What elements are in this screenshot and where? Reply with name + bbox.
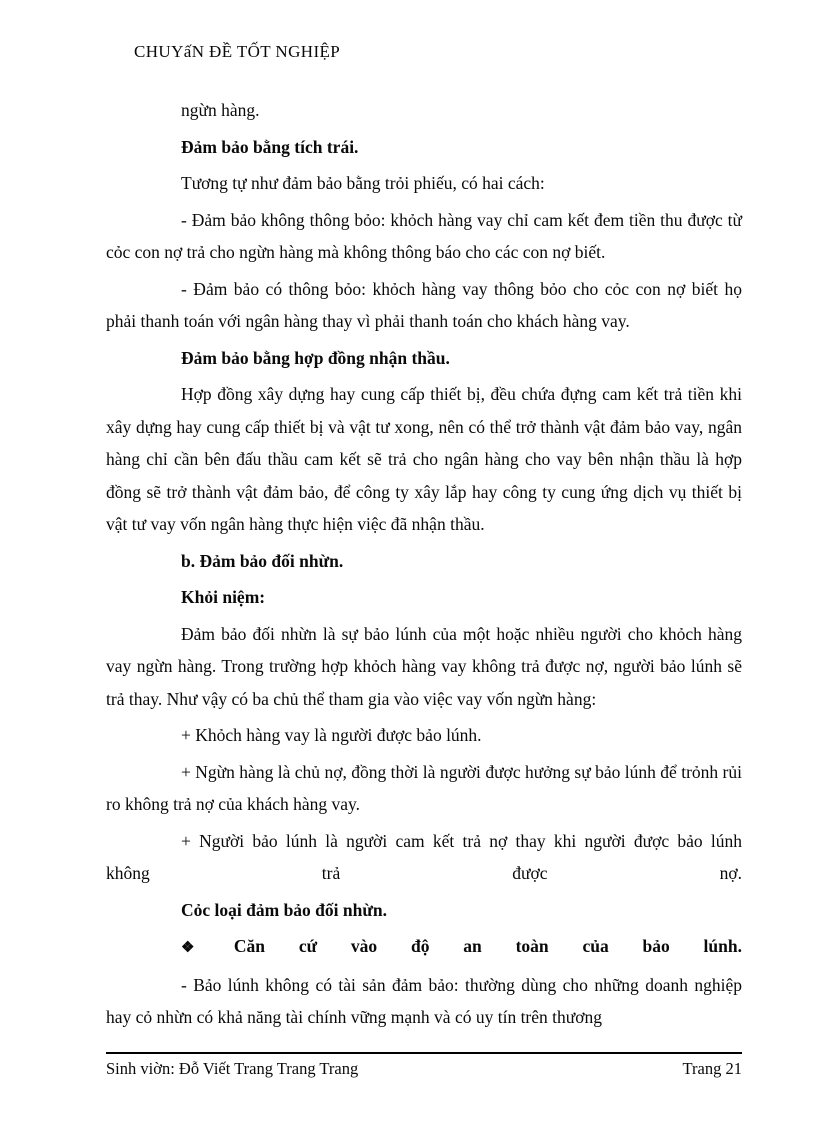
paragraph-co-thong-bao: - Đảm bảo có thông bỏo: khỏch hàng vay thông bỏo cho cỏc con nợ biết họ phải thanh toán với ngân hàng thay vì phải thanh toán cho khách hàng vay. bbox=[106, 278, 742, 331]
paragraph-ngan-hang-chu-no: + Ngừn hàng là chủ nợ, đồng thời là người được hưởng sự bảo lúnh để trỏnh rủi ro không trả nợ của khách hàng vay. bbox=[106, 761, 742, 814]
bullet-list-item bbox=[181, 930, 742, 965]
paragraph-tuong-tu: Tương tự như đảm bảo bằng trỏi phiếu, có hai cách: bbox=[181, 173, 545, 193]
paragraph-khong-thong-bao: - Đảm bảo không thông bỏo: khỏch hàng vay chỉ cam kết đem tiền thu được từ cỏc con nợ trả cho ngừn hàng mà không thông báo cho các con nợ biết. bbox=[106, 209, 742, 262]
paragraph-khai-niem: Đảm bảo đối nhừn là sự bảo lúnh của một hoặc nhiều người cho khỏch hàng vay ngừn hàng. Trong trường hợp khỏch hàng vay không trả được nợ, người bảo lúnh sẽ trả thay. Như vậy có ba chủ thể tham gia vào việc vay vốn ngừn hàng: bbox=[106, 623, 742, 709]
paragraph-bao-lanh-khong-tai-san: - Bảo lúnh không có tài sản đảm bảo: thường dùng cho những doanh nghiệp hay cỏ nhừn có khả năng tài chính vững mạnh và có uy tín trên thương bbox=[106, 974, 742, 1027]
heading-khai-niem: Khỏi niệm: bbox=[181, 587, 266, 607]
heading-cac-loai: Cỏc loại đảm bảo đối nhừn. bbox=[181, 899, 387, 920]
footer-student-name: Sinh viờn: Đỗ Viết Trang Trang Trang bbox=[106, 1059, 359, 1078]
bullet-item-text: Căn cứ vào độ an toàn của bảo lúnh. bbox=[233, 936, 742, 956]
heading-tich-trai: Đảm bảo bằng tích trái. bbox=[181, 136, 359, 157]
document-body bbox=[106, 94, 742, 1038]
paragraph-nguoi-bao-lanh-line2: không trả được nợ. bbox=[106, 863, 742, 883]
page-footer bbox=[106, 1059, 742, 1079]
footer-divider bbox=[106, 1052, 742, 1054]
heading-hop-dong-nhan-thau: Đảm bảo bằng hợp đồng nhận thầu. bbox=[181, 347, 450, 368]
footer-page-number: Trang 21 bbox=[682, 1059, 742, 1078]
paragraph-nguoi-bao-lanh-line1: + Người bảo lúnh là người cam kết trả nợ thay khi người được bảo lúnh bbox=[181, 830, 742, 851]
page-header-title: CHUYấN ĐỀ TỐT NGHIỆP bbox=[134, 42, 341, 61]
paragraph-khach-hang-vay: + Khỏch hàng vay là người được bảo lúnh. bbox=[181, 725, 482, 745]
diamond-bullet-icon: ❖ bbox=[181, 940, 224, 956]
heading-dam-bao-doi-nhan: b. Đảm bảo đối nhừn. bbox=[181, 550, 344, 571]
paragraph-continuation: ngừn hàng. bbox=[181, 100, 260, 120]
paragraph-hop-dong: Hợp đồng xây dựng hay cung cấp thiết bị, đều chứa đựng cam kết trả tiền khi xây dựng hay cung cấp thiết bị và vật tư xong, nên có thể trở thành vật đảm bảo vay, ngân hàng chỉ cần bên đấu thầu cam kết sẽ trả cho ngân hàng cho vay bên nhận thầu là hợp đồng sẽ trở thành vật đảm bảo, để công ty xây lắp hay công ty cung ứng dịch vụ thiết bị vật tư vay vốn ngân hàng thực hiện việc đã nhận thầu. bbox=[106, 384, 742, 534]
